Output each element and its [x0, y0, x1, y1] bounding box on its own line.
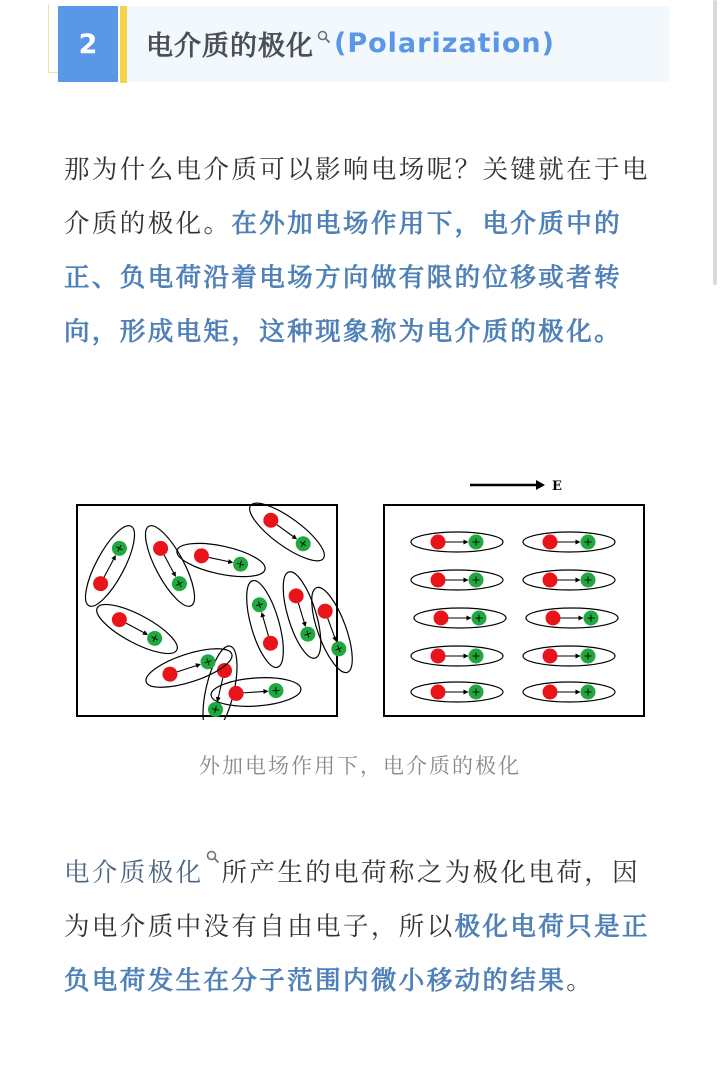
negative-charge [543, 535, 558, 550]
negative-charge [543, 685, 558, 700]
field-arrow [470, 480, 545, 490]
figure-caption: 外加电场作用下，电介质的极化 [199, 754, 521, 778]
term-link-dielectric-polarization[interactable]: 电介质极化 [64, 858, 204, 888]
negative-charge [434, 611, 449, 626]
paragraph-polarization-end: 。 [566, 966, 595, 996]
paragraph-polarization-highlight: 极化电荷只是正负电荷发生在分子范围内微小移动的结果 [64, 912, 650, 996]
negative-charge [543, 649, 558, 664]
search-icon[interactable] [204, 850, 222, 870]
negative-charge [431, 573, 446, 588]
field-label: E [552, 479, 562, 494]
paragraph-polarization-charge [64, 846, 664, 1008]
negative-charge [431, 535, 446, 550]
section-title-en: (Polarization) [334, 27, 555, 59]
negative-charge [431, 685, 446, 700]
paragraph-intro-text: 那为什么电介质可以影响电场呢？关键就在于电介质的极化。 [64, 155, 650, 239]
section-title-cn[interactable]: 电介质的极化 [146, 30, 314, 62]
paragraph-intro [64, 143, 664, 359]
negative-charge [431, 649, 446, 664]
negative-charge [546, 611, 561, 626]
section-number-badge: 2 [58, 6, 118, 82]
scrollbar[interactable] [713, 0, 717, 285]
negative-charge [543, 573, 558, 588]
search-icon[interactable] [316, 30, 332, 56]
polarization-figure [74, 470, 648, 720]
section-title [146, 22, 555, 64]
section-header-accent-bar [120, 6, 127, 83]
paragraph-intro-highlight: 在外加电场作用下，电介质中的正、负电荷沿着电场方向做有限的位移或者转向，形成电矩，这种现象称为电介质的极化。 [64, 209, 623, 347]
paragraph-polarization-text: 所产生的电荷称之为极化电荷，因为电介质中没有自由电子，所以 [64, 858, 641, 942]
